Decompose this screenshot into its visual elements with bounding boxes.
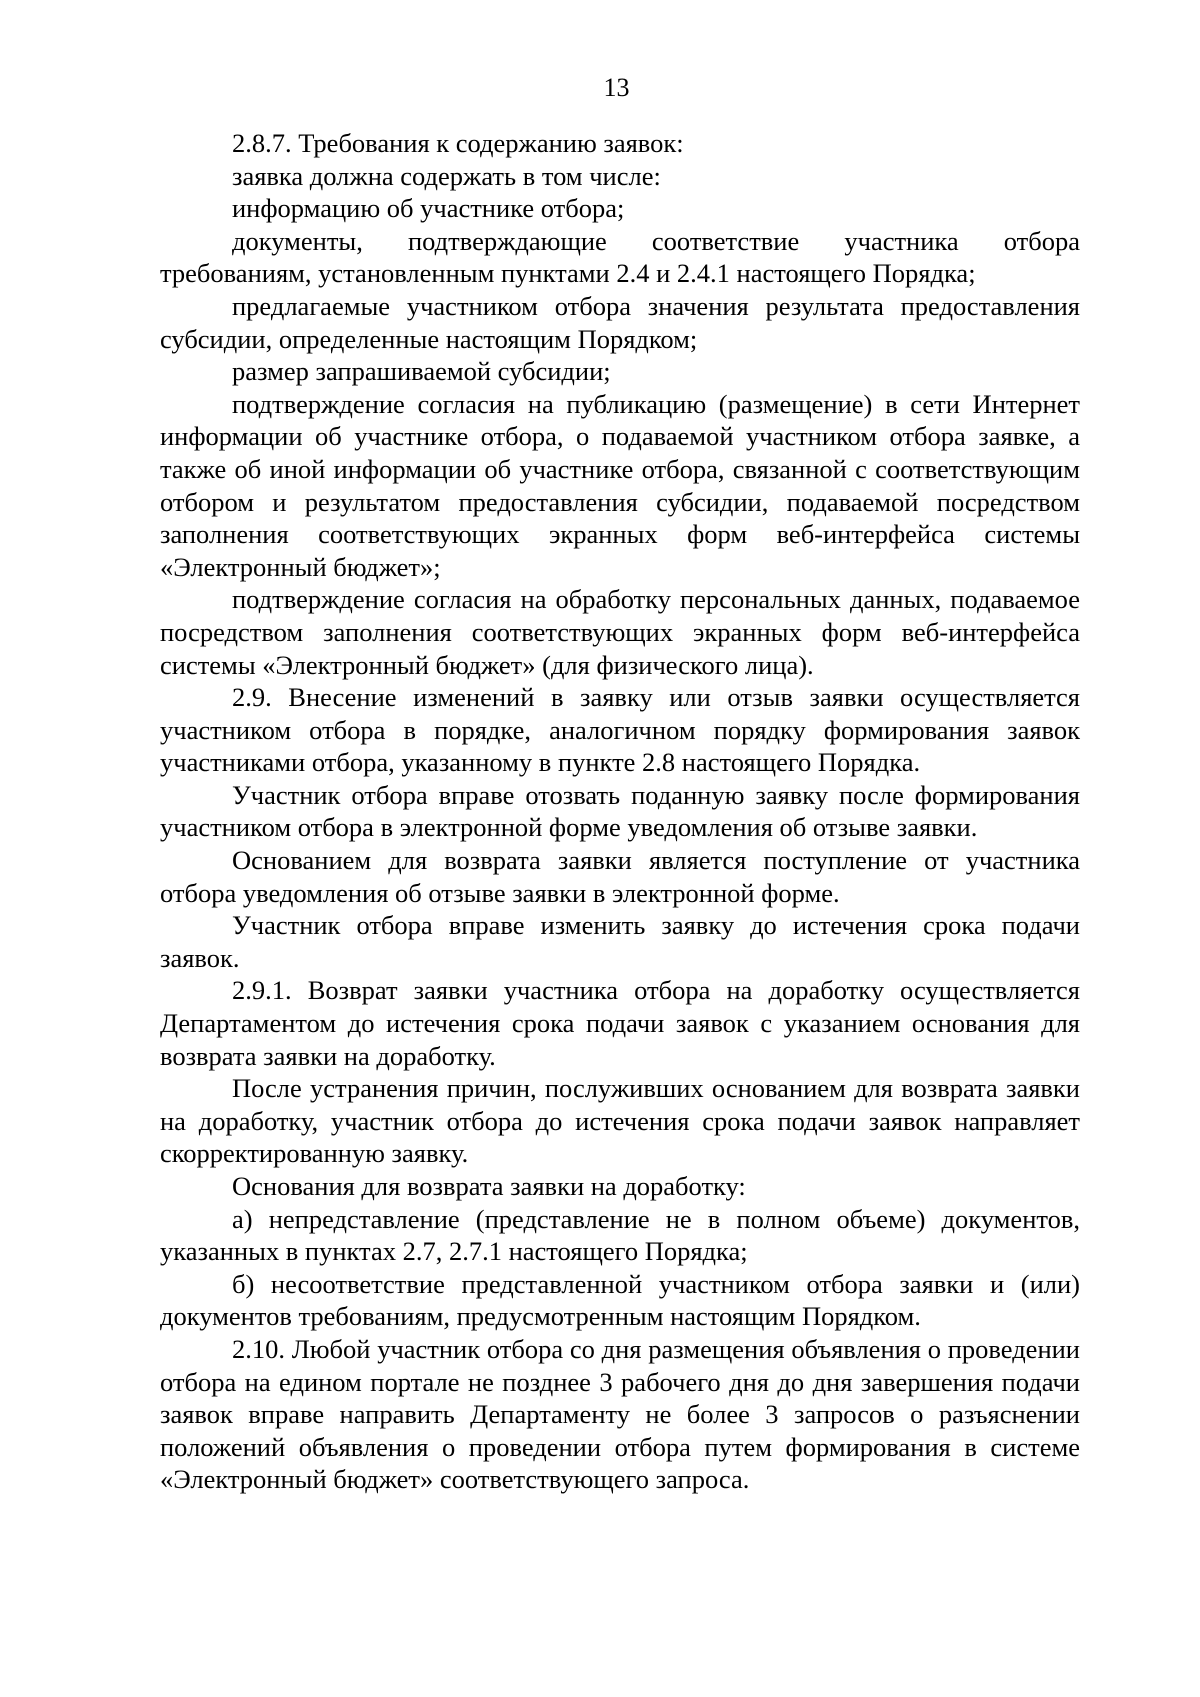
paragraph-subsidy-amount: размер запрашиваемой субсидии; [232,356,611,387]
paragraph-2-9: 2.9. Внесение изменений в заявку или отзыв заявки осуществляется участником отбора в порядке, аналогичном порядку формирования заявок участниками отбора, указанному в пункте 2.8 настоящего Порядка. [160,682,1080,778]
paragraph-return-grounds-heading: Основания для возврата заявки на доработку: [232,1171,746,1201]
paragraph-withdraw-right: Участник отбора вправе отозвать поданную заявку после формирования участником отбора в электронной форме уведомления об отзыве заявки. [160,779,1080,843]
paragraph-2-10: 2.10. Любой участник отбора со дня размещения объявления о проведении отбора на едином портале не позднее 3 рабочего дня до дня завершения подачи заявок вправе направить Департаменту не более 3 запросов о разъяснении положений объявления о проведении отбора путем формирования в системе «Электронный бюджет» соответствующего запроса. [160,1333,1080,1495]
paragraph-compliance-documents: документы, подтверждающие соответствие участника отбора требованиям, установленным пунктами 2.4 и 2.4.1 настоящего Порядка; [160,225,1080,289]
paragraph-after-correction: После устранения причин, послуживших основанием для возврата заявки на доработку, участник отбора до истечения срока подачи заявок направляет скорректированную заявку. [160,1073,1080,1169]
paragraph-ground-a: а) непредставление (представление не в полном объеме) документов, указанных в пунктах 2.7, 2.7.1 настоящего Порядка; [160,1203,1080,1267]
paragraph-personal-data-consent: подтверждение согласия на обработку персональных данных, подаваемое посредством заполнения соответствующих экранных форм веб-интерфейса системы «Электронный бюджет» (для физического лица). [160,584,1080,680]
document-body [160,127,1080,1496]
paragraph-proposed-results: предлагаемые участником отбора значения результата предоставления субсидии, определенные настоящим Порядком; [160,290,1080,354]
paragraph-ground-b: б) несоответствие представленной участником отбора заявки и (или) документов требованиям, предусмотренным настоящим Порядком. [160,1268,1080,1332]
paragraph-2-8-7-heading: 2.8.7. Требования к содержанию заявок: [232,128,684,158]
paragraph-2-9-1: 2.9.1. Возврат заявки участника отбора на доработку осуществляется Департаментом до истечения срока подачи заявок с указанием основания для возврата заявки на доработку. [160,975,1080,1071]
paragraph-change-right: Участник отбора вправе изменить заявку до истечения срока подачи заявок. [160,910,1080,973]
page-number: 13 [603,73,630,102]
paragraph-publication-consent: подтверждение согласия на публикацию (размещение) в сети Интернет информации об участнике отбора, о подаваемой участником отбора заявке, а также об иной информации об участнике отбора, связанной с соответствующим отбором и результатом предоставления субсидии, подаваемой посредством заполнения соответствующих экранных форм веб-интерфейса системы «Электронный бюджет»; [160,388,1080,582]
paragraph-application-content: заявка должна содержать в том числе: [232,160,661,191]
paragraph-return-basis: Основанием для возврата заявки является поступление от участника отбора уведомления об отзыве заявки в электронной форме. [160,845,1080,908]
paragraph-participant-info: информацию об участнике отбора; [232,193,625,224]
